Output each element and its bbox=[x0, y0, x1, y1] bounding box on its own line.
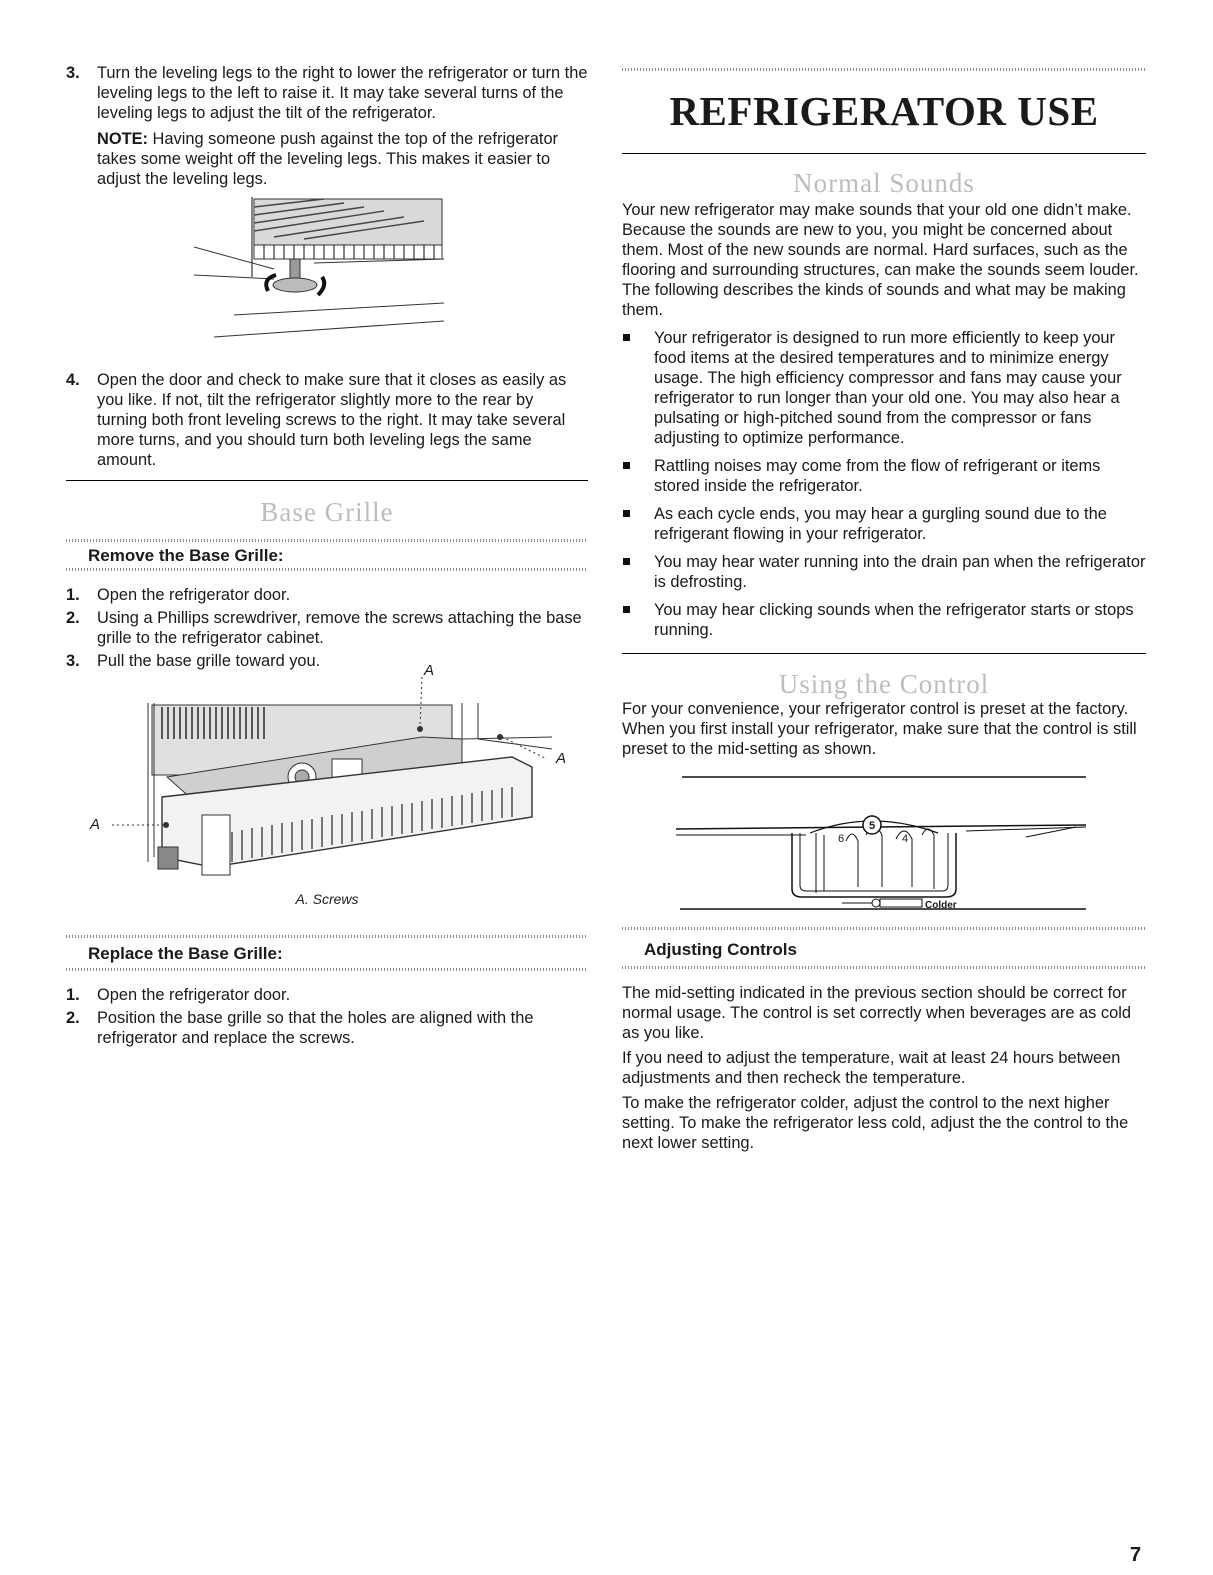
dial-number-6: 6 bbox=[838, 833, 845, 845]
step-text: Position the base grille so that the holes are aligned with the refrigerator and replace the screws. bbox=[97, 1009, 534, 1047]
dotted-rule bbox=[622, 68, 1146, 71]
step-number: 4. bbox=[66, 371, 80, 389]
step-text: Turn the leveling legs to the right to lower the refrigerator or turn the leveling legs to the left to raise it. It may take several turns of the leveling legs to adjust the tilt of the refrigerator. bbox=[97, 64, 588, 122]
remove-step bbox=[66, 608, 588, 648]
step-text: Pull the base grille toward you. bbox=[97, 652, 321, 670]
normal-sounds-title: Normal Sounds bbox=[793, 168, 975, 198]
step-number: 1. bbox=[66, 986, 80, 1004]
step-text: Open the refrigerator door. bbox=[97, 586, 291, 604]
replace-step bbox=[66, 985, 588, 1005]
list-item bbox=[622, 600, 1146, 640]
dotted-rule bbox=[66, 568, 588, 571]
bullet-icon bbox=[623, 462, 630, 469]
note bbox=[66, 129, 588, 189]
list-item-text: You may hear water running into the drain pan when the refrigerator is defrosting. bbox=[654, 553, 1146, 591]
figure-label-a-top: A bbox=[424, 662, 435, 679]
bullet-icon bbox=[623, 606, 630, 613]
list-item bbox=[622, 328, 1146, 448]
sounds-list bbox=[622, 328, 1146, 640]
bullet-icon bbox=[623, 334, 630, 341]
bullet-icon bbox=[623, 510, 630, 517]
figure-label-a-left: A bbox=[90, 816, 101, 833]
step-number: 3. bbox=[66, 64, 80, 82]
step-3 bbox=[66, 63, 588, 123]
dotted-rule bbox=[66, 539, 588, 542]
list-item-text: As each cycle ends, you may hear a gurgling sound due to the refrigerant flowing in your refrigerator. bbox=[654, 505, 1107, 543]
base-grille-title: Base Grille bbox=[260, 497, 394, 527]
dotted-rule bbox=[622, 966, 1146, 969]
replace-step bbox=[66, 1008, 588, 1048]
page-number: 7 bbox=[1130, 1544, 1142, 1566]
dial-number-4: 4 bbox=[902, 833, 909, 845]
remove-step bbox=[66, 585, 588, 605]
page-title: REFRIGERATOR USE bbox=[669, 88, 1099, 134]
section-rule bbox=[622, 653, 1146, 654]
section-rule bbox=[622, 153, 1146, 154]
left-column bbox=[66, 0, 588, 1048]
step-text: Open the door and check to make sure that it closes as easily as you like. If not, tilt the refrigerator slightly more to the rear by turning both front leveling screws to the right. It may take several more turns, and you should turn both leveling legs the same amount. bbox=[97, 371, 567, 469]
using-control-text: For your convenience, your refrigerator control is preset at the factory. When you first install your refrigerator, make sure that the control is still preset to the mid-setting as shown. bbox=[622, 700, 1137, 758]
base-grille-illustration bbox=[82, 662, 588, 892]
right-column bbox=[622, 0, 1146, 1153]
using-control-title: Using the Control bbox=[778, 669, 990, 699]
step-number: 1. bbox=[66, 586, 80, 604]
dotted-rule bbox=[66, 968, 588, 971]
normal-sounds-intro: Your new refrigerator may make sounds that your old one didn’t make. Because the sounds are new to you, you might be concerned about them. Most of the new sounds are normal. Hard surfaces, such as the flooring and surrounding structures, can make the sounds seem louder. The following describes the kinds of sounds and what may be making them. bbox=[622, 201, 1139, 319]
step-4 bbox=[66, 370, 588, 470]
figure-caption: A. Screws bbox=[295, 891, 359, 907]
colder-label: Colder bbox=[925, 900, 957, 911]
adjusting-text bbox=[622, 983, 1146, 1153]
step-number: 2. bbox=[66, 609, 80, 627]
dial-number-5: 5 bbox=[869, 820, 876, 832]
paragraph: If you need to adjust the temperature, wait at least 24 hours between adjustments and then recheck the temperature. bbox=[622, 1049, 1121, 1087]
list-item bbox=[622, 504, 1146, 544]
remove-steps bbox=[66, 585, 588, 671]
list-item bbox=[622, 552, 1146, 592]
note-label: NOTE: bbox=[97, 130, 148, 148]
paragraph: The mid-setting indicated in the previous section should be correct for normal usage. The control is set correctly when beverages are as cold as you like. bbox=[622, 984, 1131, 1042]
replace-steps bbox=[66, 985, 588, 1048]
adjusting-heading: Adjusting Controls bbox=[644, 940, 797, 959]
step-number: 3. bbox=[66, 652, 80, 670]
list-item-text: Your refrigerator is designed to run more efficiently to keep your food items at the desired temperatures and to minimize energy usage. The high efficiency compressor and fans may cause your refrigerator to run longer than your old one. You may also hear a pulsating or high-pitched sound from the compressor or fans adjusting to optimize performance. bbox=[654, 329, 1122, 447]
leveling-leg-illustration bbox=[194, 197, 588, 352]
dotted-rule bbox=[622, 927, 1146, 930]
paragraph: To make the refrigerator colder, adjust the control to the next higher setting. To make the refrigerator less cold, adjust the the control to the next lower setting. bbox=[622, 1094, 1129, 1152]
step-number: 2. bbox=[66, 1009, 80, 1027]
list-item bbox=[622, 456, 1146, 496]
control-dial-illustration bbox=[676, 769, 1146, 919]
step-text: Open the refrigerator door. bbox=[97, 986, 291, 1004]
step-text: Using a Phillips screwdriver, remove the screws attaching the base grille to the refrigerator cabinet. bbox=[97, 609, 582, 647]
section-rule bbox=[66, 480, 588, 481]
dotted-rule bbox=[66, 935, 588, 938]
note-text: Having someone push against the top of the refrigerator takes some weight off the leveling legs. This makes it easier to adjust the leveling legs. bbox=[97, 130, 559, 188]
replace-heading: Replace the Base Grille: bbox=[88, 944, 283, 963]
remove-heading: Remove the Base Grille: bbox=[88, 546, 284, 565]
figure-label-a-right: A bbox=[556, 750, 567, 767]
list-item-text: Rattling noises may come from the flow of refrigerant or items stored inside the refrigerator. bbox=[654, 457, 1101, 495]
list-item-text: You may hear clicking sounds when the refrigerator starts or stops running. bbox=[654, 601, 1134, 639]
bullet-icon bbox=[623, 558, 630, 565]
